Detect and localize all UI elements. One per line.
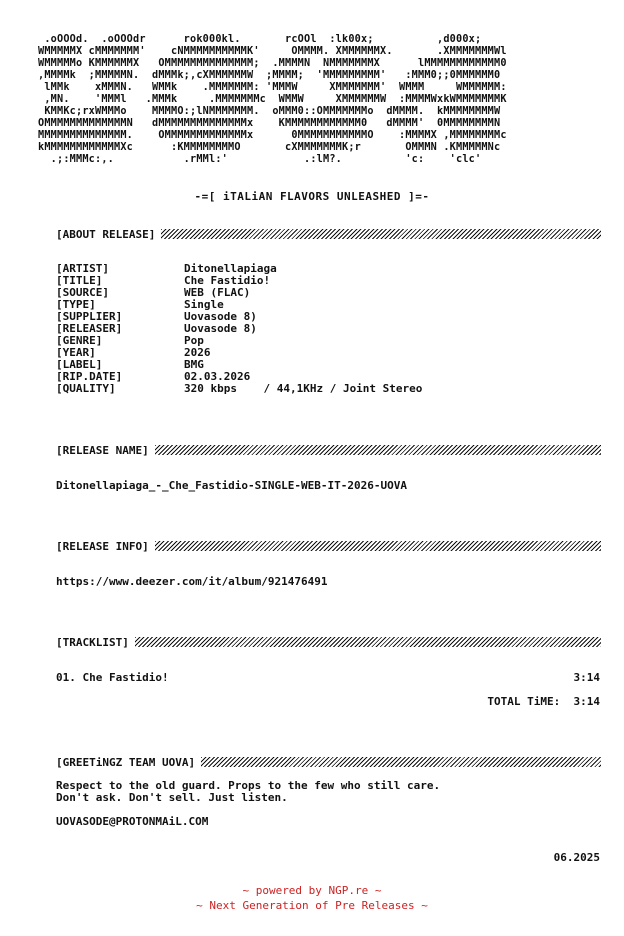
section-label: [RELEASE INFO] bbox=[56, 539, 149, 553]
section-label: [GREETiNGZ TEAM UOVA] bbox=[56, 755, 196, 769]
section-tracklist bbox=[56, 635, 601, 649]
section-divider bbox=[155, 445, 601, 455]
about-value: 02.03.2026 bbox=[184, 370, 251, 383]
section-release-name bbox=[56, 443, 601, 457]
about-key: [SUPPLIER] bbox=[56, 310, 123, 323]
section-label: [RELEASE NAME] bbox=[56, 443, 149, 457]
about-row-year bbox=[56, 347, 422, 359]
footer-powered-by[interactable]: ~ powered by NGP.re ~ bbox=[242, 884, 382, 897]
about-key: [RIP.DATE] bbox=[56, 370, 123, 383]
track-title: 01. Che Fastidio! bbox=[56, 671, 169, 684]
track-row bbox=[56, 671, 600, 684]
tagline: -=[ iTALiAN FLAVORS UNLEASHED ]=- bbox=[194, 190, 430, 203]
section-release-info bbox=[56, 539, 601, 553]
about-row-releaser bbox=[56, 323, 422, 335]
about-value: 2026 bbox=[184, 346, 211, 359]
about-key: [QUALITY] bbox=[56, 382, 116, 395]
about-value: Pop bbox=[184, 334, 204, 347]
about-release-table bbox=[56, 263, 422, 395]
about-key: [TYPE] bbox=[56, 298, 96, 311]
about-key: [YEAR] bbox=[56, 346, 96, 359]
total-time: TOTAL TiME: 3:14 bbox=[487, 695, 600, 708]
section-divider bbox=[161, 229, 601, 239]
about-key: [GENRE] bbox=[56, 334, 103, 347]
track-time: 3:14 bbox=[573, 671, 600, 684]
section-greetings bbox=[56, 755, 601, 769]
release-date: 06.2025 bbox=[553, 851, 600, 864]
about-value: Che Fastidio! bbox=[184, 274, 271, 287]
about-value: 320 kbps / 44,1KHz / Joint Stereo bbox=[184, 382, 423, 395]
about-row-quality bbox=[56, 383, 422, 395]
release-url-link[interactable]: https://www.deezer.com/it/album/921476491 bbox=[56, 575, 328, 588]
section-about-release bbox=[56, 227, 601, 241]
greetings-line: Respect to the old guard. Props to the few who still care. bbox=[56, 779, 441, 792]
about-row-genre bbox=[56, 335, 422, 347]
about-value: Single bbox=[184, 298, 224, 311]
section-divider bbox=[135, 637, 601, 647]
about-key: [SOURCE] bbox=[56, 286, 109, 299]
about-value: Ditonellapiaga bbox=[184, 262, 277, 275]
about-row-source bbox=[56, 287, 422, 299]
about-key: [LABEL] bbox=[56, 358, 103, 371]
about-value: Uovasode 8) bbox=[184, 310, 257, 323]
greetings-text bbox=[56, 780, 440, 804]
section-label: [TRACKLIST] bbox=[56, 635, 129, 649]
section-divider bbox=[155, 541, 601, 551]
footer-tagline: ~ Next Generation of Pre Releases ~ bbox=[196, 899, 428, 912]
section-divider bbox=[201, 757, 601, 767]
about-key: [ARTIST] bbox=[56, 262, 109, 275]
release-name: Ditonellapiaga_-_Che_Fastidio-SINGLE-WEB-IT-2026-UOVA bbox=[56, 479, 407, 492]
about-key: [TITLE] bbox=[56, 274, 103, 287]
section-label: [ABOUT RELEASE] bbox=[56, 227, 156, 241]
about-value: WEB (FLAC) bbox=[184, 286, 251, 299]
about-key: [RELEASER] bbox=[56, 322, 123, 335]
about-value: BMG bbox=[184, 358, 204, 371]
about-value: Uovasode 8) bbox=[184, 322, 257, 335]
greetings-line: Don't ask. Don't sell. Just listen. bbox=[56, 791, 288, 804]
contact-email: UOVASODE@PROTONMAiL.COM bbox=[56, 815, 209, 828]
ascii-logo: .oOOOd. .oOOOdr rok000kl. rcOOl :lk00x; ,d000x; WMMMMMX cMMMMMMM' cNMMMMMMMMMMK' OMMMM. XMMMMMMX. .XMMMMMMMWl WMMMMMo KMMMMMMX OMMMMMMMMMMMMMM; .MMMMN NMMMMMMMX lMMMMMMMMMMMM0 ,MMMMk ;MMMMMN. dMMMk;,cXMMMMMMW ;MMMM; 'MMMMMMMMM' :MMM0;;0MMMMMM0 lMMk xMMMN. WMMk .MMMMMMM: 'MMMW XMMMMMMM' WMMM WMMMMMM: ,MN. 'MMMl .MMMk .MMMMMMMc WMMW XMMMMMMW :MMMMWxkWMMMMMMMK KMMKc;rxWMMMo MMMMO:;lNMMMMMMM. oMMM0::OMMMMMMMo dMMMM. kMMMMMMMMW OMMMMMMMMMMMMMN dMMMMMMMMMMMMMMx KMMMMMMMMMMMM0 dMMMM' 0MMMMMMMMN MMMMMMMMMMMMMM. OMMMMMMMMMMMMMx 0MMMMMMMMMMMO :MMMMX ,MMMMMMMMc kMMMMMMMMMMMMXc :KMMMMMMMMO cXMMMMMMMK;r OMMMN .KMMMMMNc .;:MMMc:,. .rMMl:' .:lM?. 'c: 'clc' bbox=[38, 34, 507, 165]
